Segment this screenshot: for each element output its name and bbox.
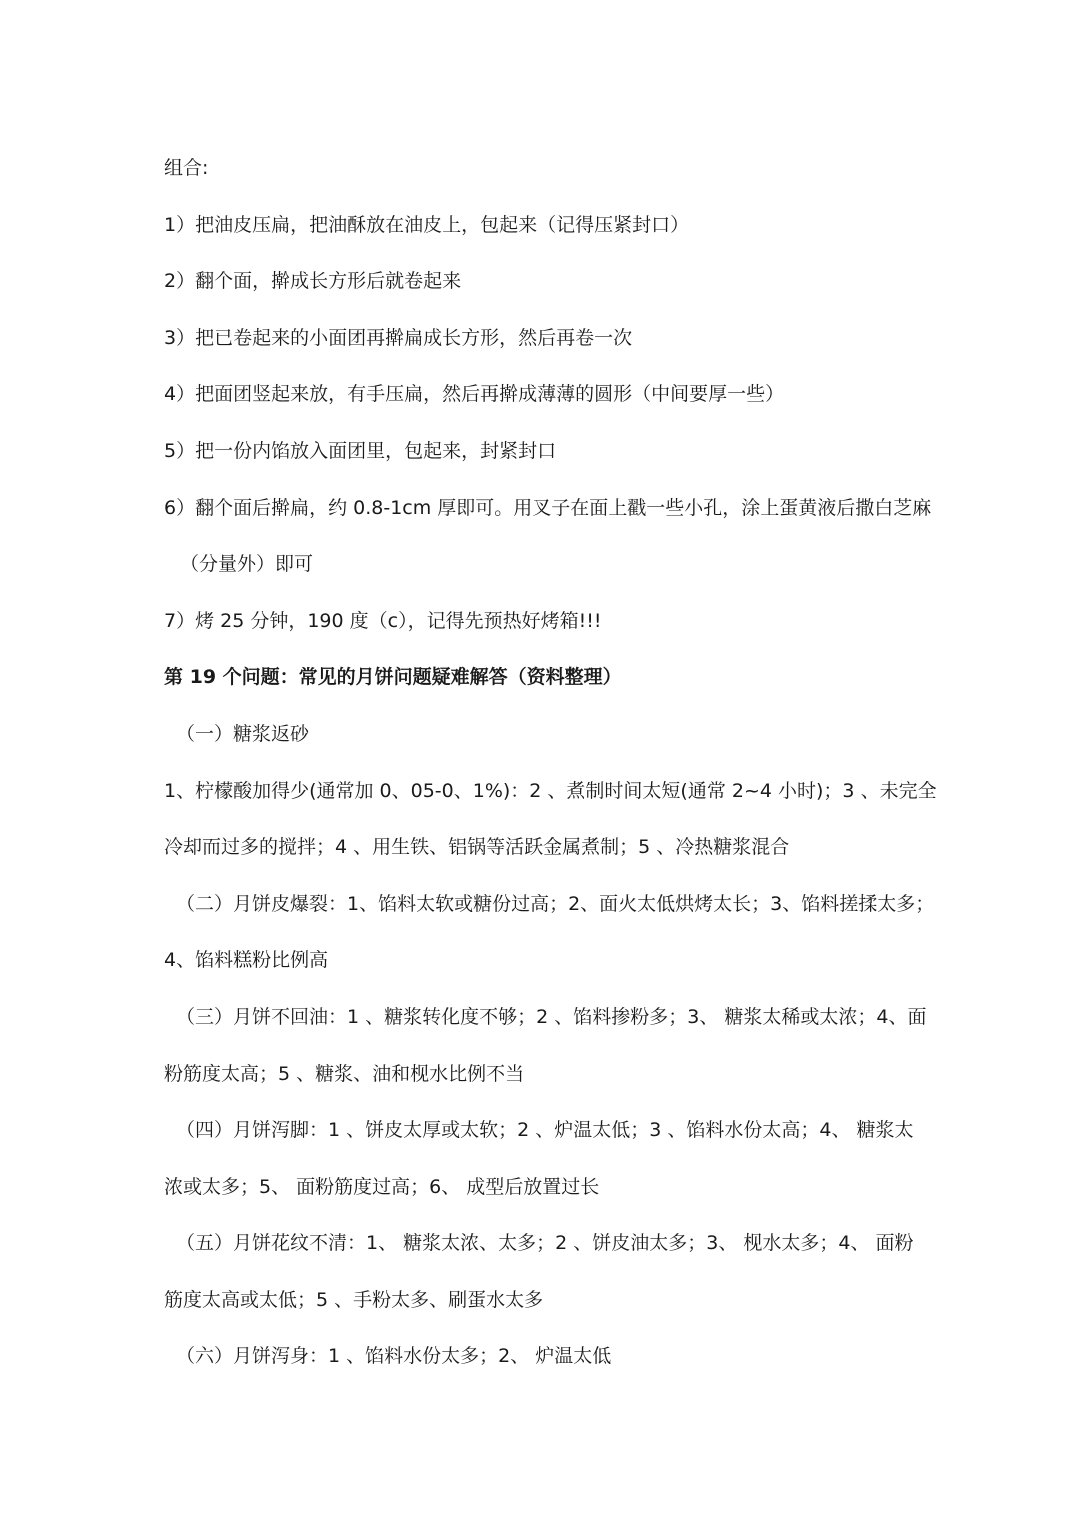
question-heading: 第 19 个问题：常见的月饼问题疑难解答（资料整理） bbox=[164, 666, 622, 689]
qa-subheading-1: （一）糖浆返砂 bbox=[176, 722, 310, 745]
qa-subheading-6: （六）月饼泻身：1 、馅料水份太多；2、 炉温太低 bbox=[176, 1345, 612, 1368]
qa-line: 浓或太多；5、 面粉筋度过高；6、 成型后放置过长 bbox=[164, 1175, 600, 1198]
qa-subheading-5: （五）月饼花纹不清：1、 糖浆太浓、太多；2 、饼皮油太多；3、 枧水太多；4、 面粉 bbox=[176, 1232, 914, 1255]
qa-subheading-3: （三）月饼不回油：1 、糖浆转化度不够；2 、馅料掺粉多；3、 糖浆太稀或太浓；4、面 bbox=[176, 1005, 927, 1028]
step-4: 4）把面团竖起来放，有手压扁，然后再擀成薄薄的圆形（中间要厚一些） bbox=[164, 383, 785, 406]
qa-line: 4、馅料糕粉比例高 bbox=[164, 949, 329, 972]
document-page bbox=[164, 140, 937, 1385]
qa-subheading-4: （四）月饼泻脚：1 、饼皮太厚或太软；2 、炉温太低；3 、馅料水份太高；4、 糖浆太 bbox=[176, 1119, 914, 1142]
qa-line: 1、柠檬酸加得少(通常加 0、05-0、1%)：2 、煮制时间太短(通常 2~4 小时)；3 、未完全 bbox=[164, 779, 937, 802]
step-5: 5）把一份内馅放入面团里，包起来，封紧封口 bbox=[164, 439, 557, 462]
section-title: 组合: bbox=[164, 157, 209, 179]
qa-line: 冷却而过多的搅拌；4 、用生铁、铝锅等活跃金属煮制；5 、冷热糖浆混合 bbox=[164, 836, 790, 859]
qa-line: 粉筋度太高；5 、糖浆、油和枧水比例不当 bbox=[164, 1062, 525, 1085]
step-3: 3）把已卷起来的小面团再擀扁成长方形，然后再卷一次 bbox=[164, 326, 633, 349]
step-2: 2）翻个面，擀成长方形后就卷起来 bbox=[164, 270, 462, 293]
step-6: 6）翻个面后擀扁，约 0.8-1cm 厚即可。用叉子在面上戳一些小孔，涂上蛋黄液后撒白芝麻 bbox=[164, 496, 932, 519]
step-6-continued: （分量外）即可 bbox=[180, 553, 314, 576]
step-7: 7）烤 25 分钟，190 度（c），记得先预热好烤箱!!! bbox=[164, 609, 602, 632]
qa-line: 筋度太高或太低；5 、手粉太多、刷蛋水太多 bbox=[164, 1288, 544, 1311]
step-1: 1）把油皮压扁，把油酥放在油皮上，包起来（记得压紧封口） bbox=[164, 213, 690, 236]
qa-subheading-2: （二）月饼皮爆裂：1、馅料太软或糖份过高；2、面火太低烘烤太长；3、馅料搓揉太多； bbox=[176, 892, 935, 915]
